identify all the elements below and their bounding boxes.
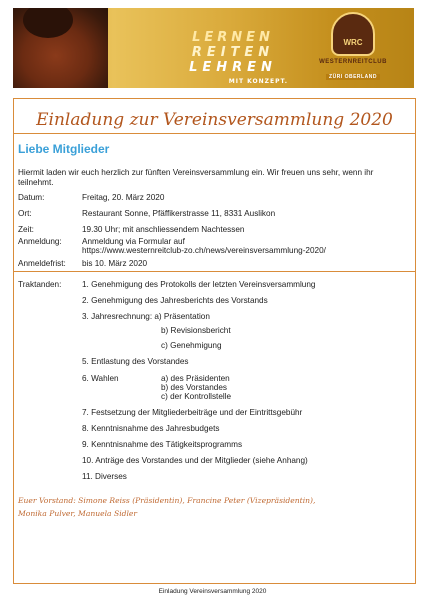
board-signature <box>18 494 410 520</box>
club-logo-badge: WRC <box>331 12 375 56</box>
agenda-item-6b: b) des Vorstandes <box>161 383 227 392</box>
agenda-item-9: 9. Kenntnisnahme des Tätigkeitsprogramms <box>82 440 243 449</box>
zeit-label: Zeit: <box>18 225 34 234</box>
anmeldung-url[interactable]: https://www.westernreitclub-zo.ch/news/vereinsversammlung-2020/ <box>82 246 326 255</box>
agenda-item-1: 1. Genehmigung des Protokolls der letzten Vereinsversammlung <box>82 280 316 289</box>
slogan-line-1: LERNEN <box>192 30 274 45</box>
title-divider <box>13 133 415 134</box>
anmeldung-value: Anmeldung via Formular auf <box>82 237 185 246</box>
horse-mane <box>23 8 73 38</box>
agenda-label: Traktanden: <box>18 280 62 289</box>
agenda-item-3c: c) Genehmigung <box>161 341 222 350</box>
document-title: Einladung zur Vereinsversammlung 2020 <box>36 110 393 130</box>
details-divider <box>13 271 415 272</box>
agenda-item-3b: b) Revisionsbericht <box>161 326 231 335</box>
horse-image <box>13 8 108 88</box>
page-footer: Einladung Vereinsversammlung 2020 <box>158 588 267 595</box>
agenda-item-11: 11. Diverses <box>82 472 127 481</box>
club-logo <box>313 12 393 84</box>
zeit-value: 19.30 Uhr; mit anschliessendem Nachtessen <box>82 225 245 234</box>
agenda-item-6: 6. Wahlen <box>82 374 119 383</box>
agenda-item-7: 7. Festsetzung der Mitgliederbeiträge und der Eintrittsgebühr <box>82 408 303 417</box>
board-line-2: Monika Pulver, Manuela Sidler <box>18 509 138 518</box>
agenda-item-5: 5. Entlastung des Vorstandes <box>82 357 189 366</box>
banner-slogan <box>178 30 288 85</box>
greeting-heading: Liebe Mitglieder <box>18 142 110 156</box>
datum-value: Freitag, 20. März 2020 <box>82 193 165 202</box>
agenda-item-2: 2. Genehmigung des Jahresberichts des Vorstands <box>82 296 268 305</box>
agenda-item-10: 10. Anträge des Vorstandes und der Mitglieder (siehe Anhang) <box>82 456 308 465</box>
club-logo-name: WESTERNREITCLUB <box>319 59 387 65</box>
board-line-1: Euer Vorstand: Simone Reiss (Präsidentin), Francine Peter (Vizepräsidentin), <box>18 496 316 505</box>
anmeldefrist-label: Anmeldefrist: <box>18 259 66 268</box>
intro-text: Hiermit laden wir euch herzlich zur fünften Vereinsversammlung ein. Wir freuen uns sehr, wenn ihr teilnehmt. <box>18 168 374 187</box>
anmeldung-label: Anmeldung: <box>18 237 62 246</box>
slogan-subtitle: MIT KONZEPT. <box>228 78 288 85</box>
agenda-item-6c: c) der Kontrollstelle <box>161 392 232 401</box>
header-banner <box>13 8 414 88</box>
agenda-item-6a: a) des Präsidenten <box>161 374 230 383</box>
ort-value: Restaurant Sonne, Pfäffikerstrasse 11, 8331 Auslikon <box>82 209 276 218</box>
agenda-item-3: 3. Jahresrechnung: a) Präsentation <box>82 312 210 321</box>
slogan-line-3: LEHREN <box>189 60 277 75</box>
ort-label: Ort: <box>18 209 32 218</box>
anmeldefrist-value: bis 10. März 2020 <box>82 259 148 268</box>
datum-label: Datum: <box>18 193 45 202</box>
slogan-line-2: REITEN <box>191 45 275 60</box>
club-logo-subtitle: ZÜRI OBERLAND <box>326 74 380 80</box>
agenda-item-8: 8. Kenntnisnahme des Jahresbudgets <box>82 424 220 433</box>
